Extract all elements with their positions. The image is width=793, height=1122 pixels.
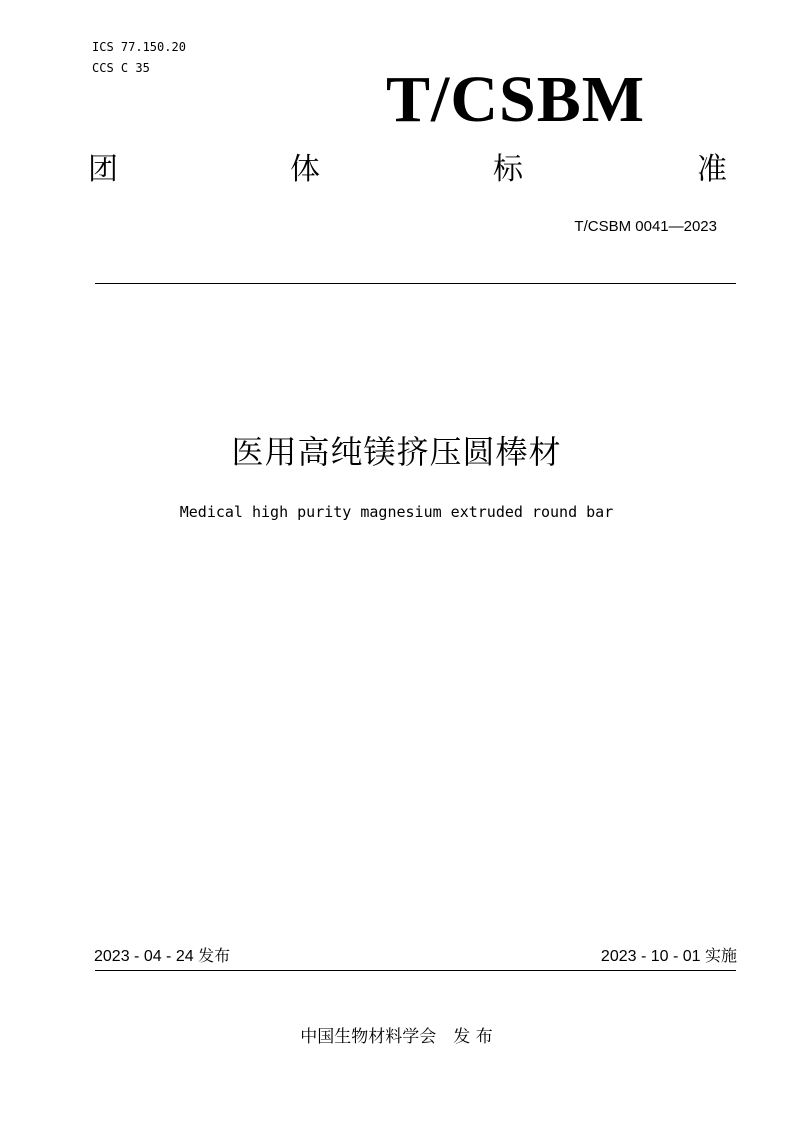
standard-type-char-2: 体: [290, 152, 320, 187]
header-divider: [95, 283, 736, 284]
ccs-code: CCS C 35: [92, 61, 150, 75]
ics-code: ICS 77.150.20: [92, 40, 186, 54]
document-title-chinese: 医用高纯镁挤压圆棒材: [231, 433, 562, 471]
standard-type-char-4: 准: [697, 152, 727, 187]
publisher: 中国生物材料学会 发 布: [300, 1027, 493, 1047]
standard-number: T/CSBM 0041—2023: [574, 218, 717, 235]
implementation-date: 2023 - 10 - 01 实施: [600, 948, 737, 965]
standard-code-logo: T/CSBM: [386, 63, 646, 136]
document-title-english: Medical high purity magnesium extruded round bar: [179, 503, 614, 521]
standard-type-char-3: 标: [493, 152, 523, 187]
standard-type-char-1: 团: [88, 152, 118, 187]
issue-date: 2023 - 04 - 24 发布: [94, 948, 231, 965]
footer-divider: [95, 970, 736, 971]
